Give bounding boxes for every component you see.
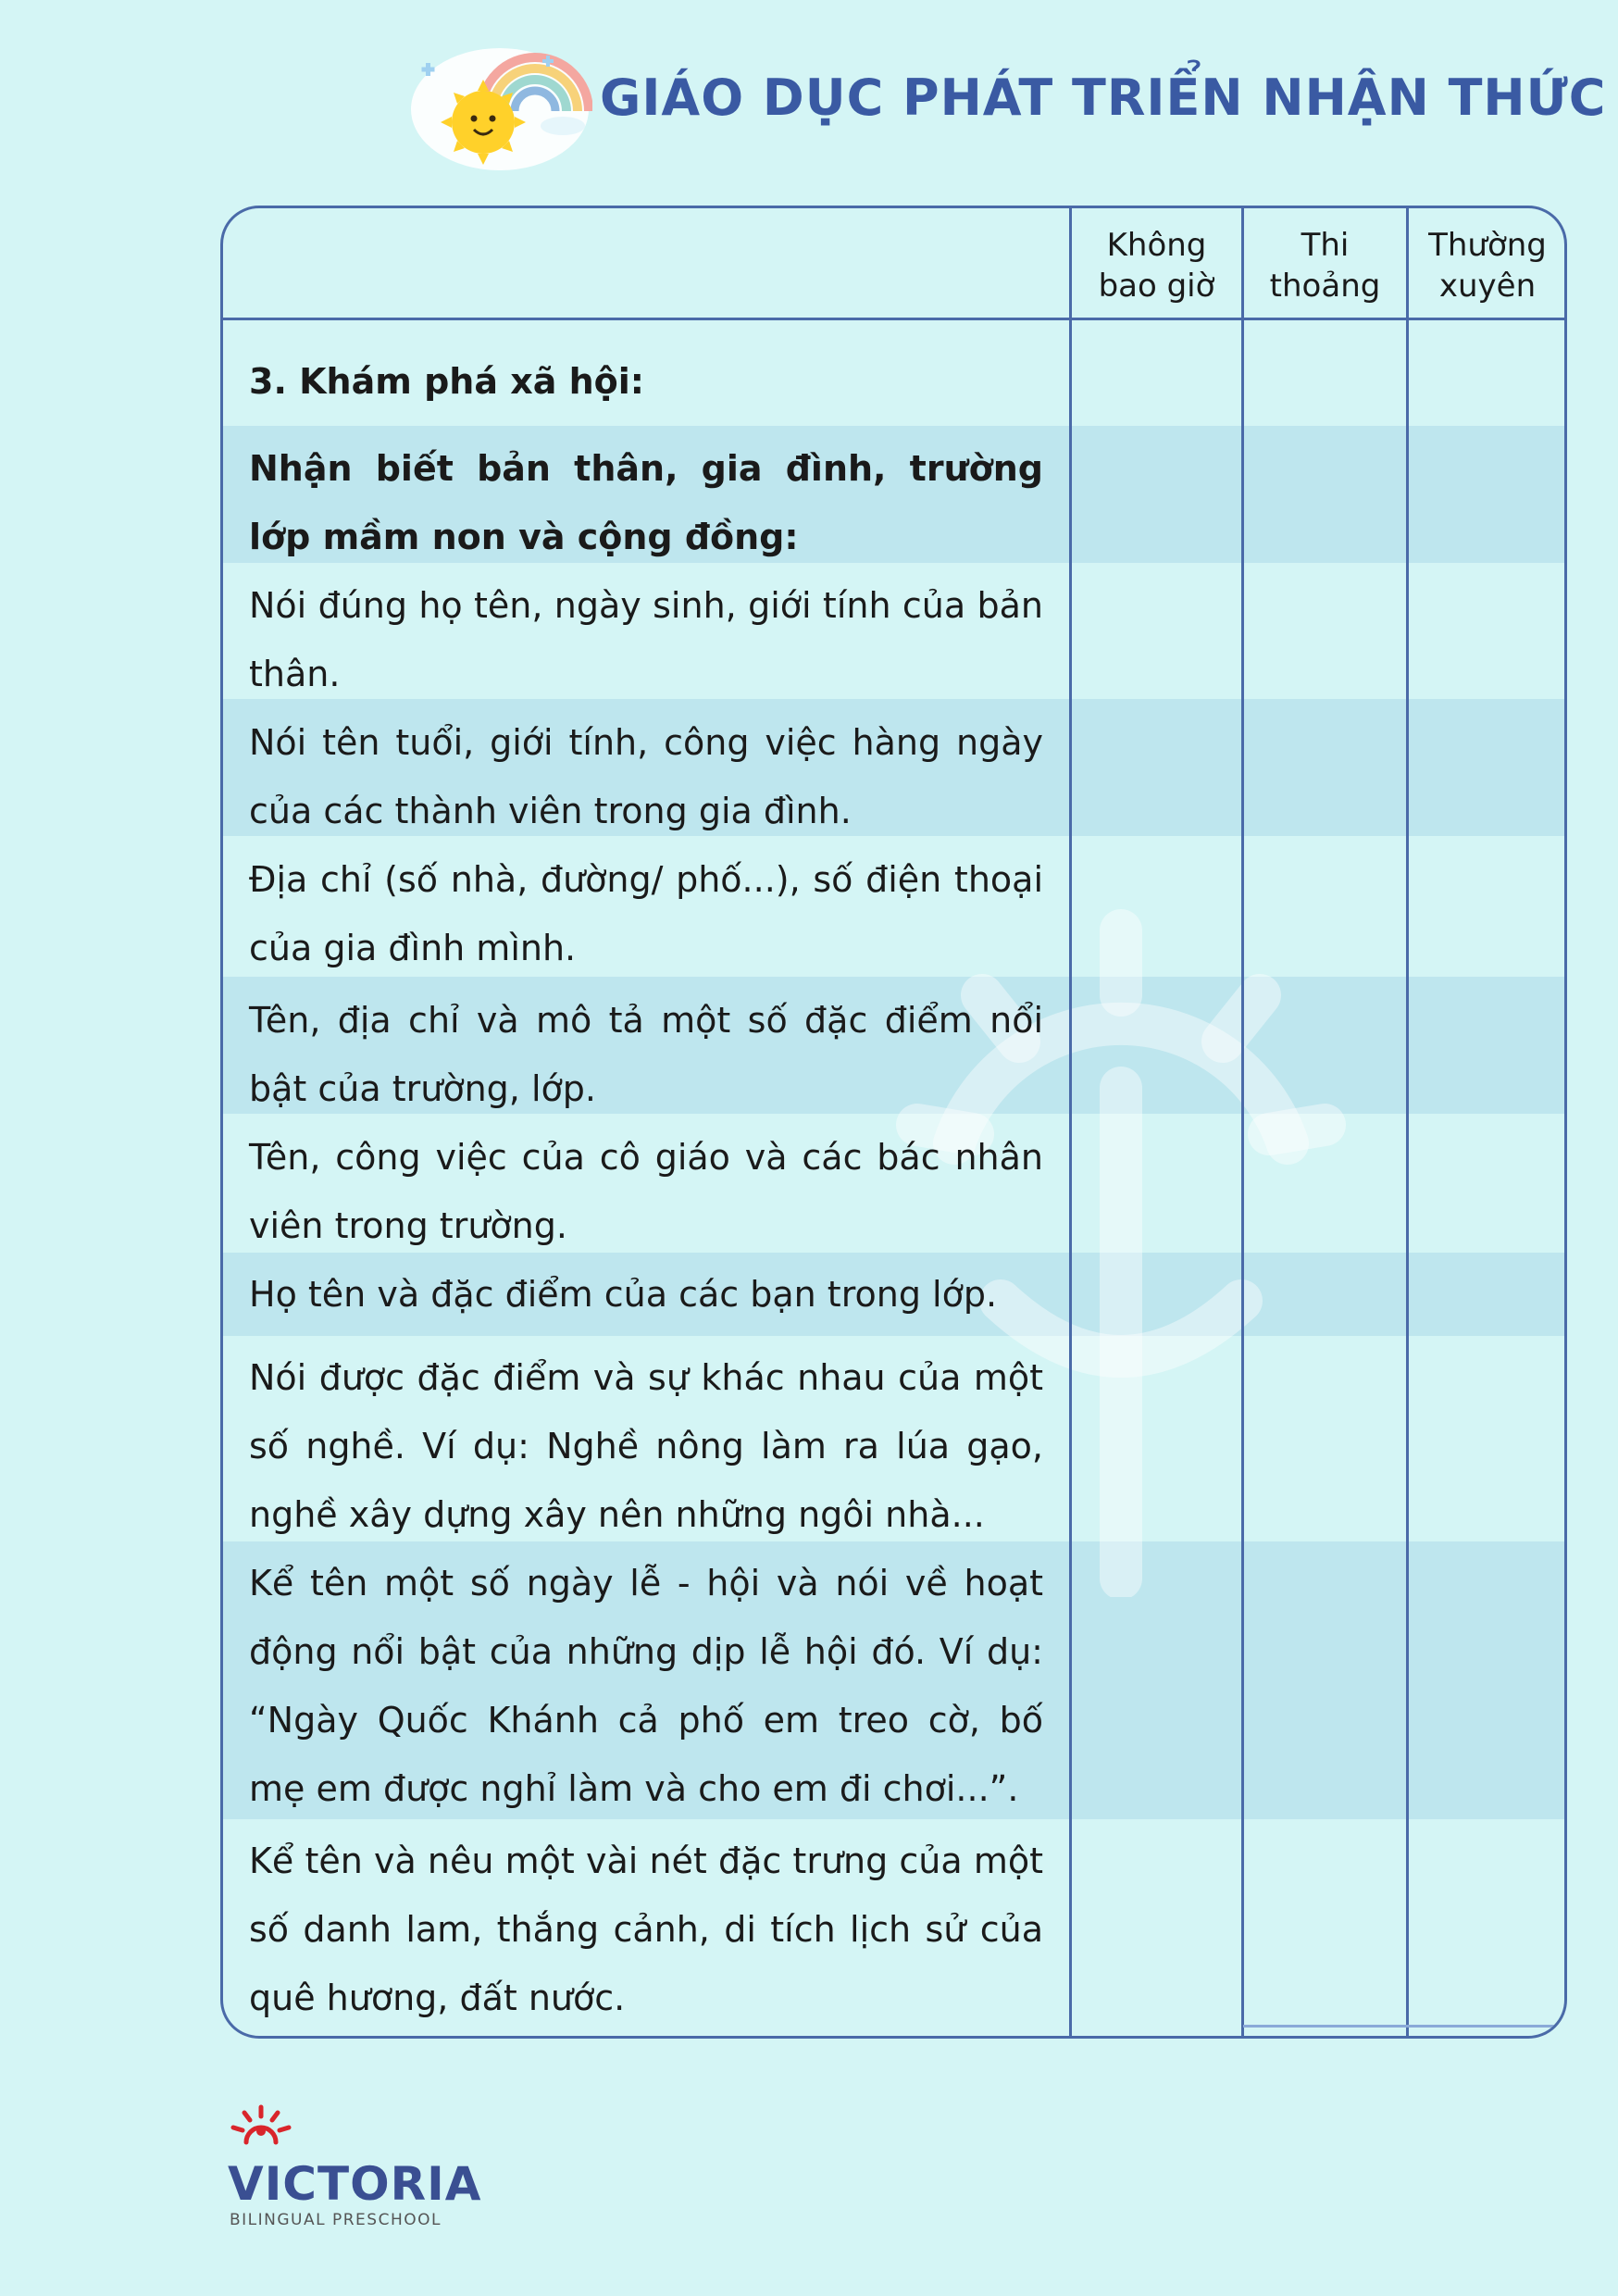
table-row: Kể tên và nêu một vài nét đặc trưng của một số danh lam, thắng cảnh, di tích lịch sử của quê hương, đất nước. [249, 1841, 1043, 2018]
logo-subtitle: BILINGUAL PRESCHOOL [230, 2211, 442, 2229]
section-heading: 3. Khám phá xã hội: [249, 361, 644, 402]
table-row: Nói tên tuổi, giới tính, công việc hàng ngày của các thành viên trong gia đình. [249, 722, 1043, 831]
logo-wordmark: VICTORIA [228, 2157, 482, 2211]
page-title: GIÁO DỤC PHÁT TRIỂN NHẬN THỨC [600, 69, 1607, 127]
column-divider [1406, 208, 1409, 2036]
table-row: Họ tên và đặc điểm của các bạn trong lớp. [249, 1274, 998, 1315]
table-row: Tên, địa chỉ và mô tả một số đặc điểm nổi bật của trường, lớp. [249, 1000, 1043, 1109]
table-row: Kể tên một số ngày lễ - hội và nói về hoạt động nổi bật của những dịp lễ hội đó. Ví dụ: “Ngày Quốc Khánh cả phố em treo cờ, bố mẹ em được nghỉ làm và cho em đi chơi...”. [249, 1563, 1043, 1809]
victoria-logo [222, 2100, 482, 2229]
table-row: Địa chỉ (số nhà, đường/ phố...), số điện thoại của gia đình mình. [249, 859, 1043, 968]
page-header [407, 37, 1607, 176]
column-header-never: Không bao giờ [1098, 227, 1215, 305]
column-divider [1241, 208, 1244, 2036]
sun-rays-icon [224, 2100, 307, 2165]
table-row: Nói được đặc điểm và sự khác nhau của một số nghề. Ví dụ: Nghề nông làm ra lúa gạo, nghề xây dựng xây nên những ngôi nhà... [249, 1357, 1043, 1535]
bottom-rule [1243, 2025, 1564, 2028]
column-header-often: Thường xuyên [1428, 227, 1547, 305]
subsection-heading: Nhận biết bản thân, gia đình, trường lớp mầm non và cộng đồng: [249, 448, 1043, 557]
sun-rainbow-icon [407, 37, 592, 176]
header-divider [223, 318, 1564, 320]
table-row: Nói đúng họ tên, ngày sinh, giới tính của bản thân. [249, 585, 1043, 694]
column-header-sometimes: Thi thoảng [1269, 227, 1381, 305]
checklist-table [220, 206, 1567, 2039]
table-row: Tên, công việc của cô giáo và các bác nhân viên trong trường. [249, 1137, 1043, 1246]
column-divider [1069, 208, 1072, 2036]
